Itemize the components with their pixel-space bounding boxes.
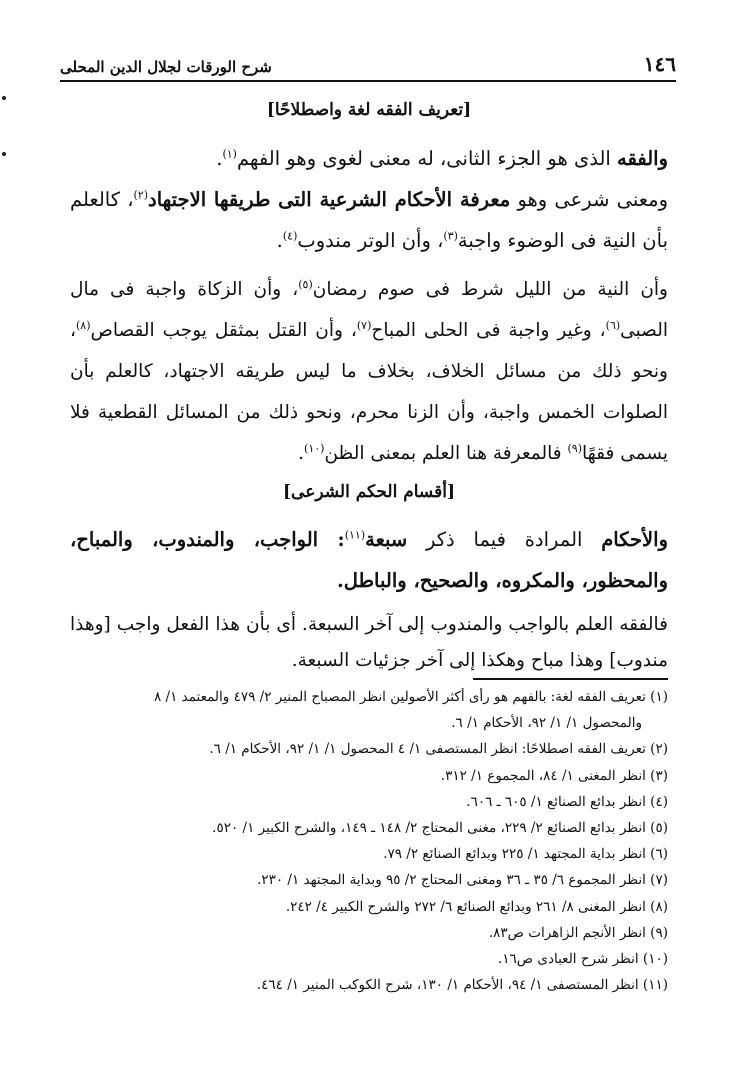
paragraph-examples: وأن النية من الليل شرط فى صوم رمضان$^{(٥)}$، وأن الزكاة واجبة فى مال الصبى$^{(٦)}$، وغير واجبة فى الحلى المباح$^{(٧)}$، وأن القتل بمثقل يوجب القصاص$^{(٨)}$، ونحو ذلك من مسائل الخلاف، بخلاف ما ليس طريقه الاجتهاد، كالعلم بأن الصلوات الخمس واجبة، وأن الزنا محرم، ونحو ذلك من المسائل القطعية فلا يسمى فقهًا$^{(٩)}$ فالمعرفة هنا العلم بمعنى الظن$^{(١٠)}$. — [70, 277, 668, 464]
running-title: شرح الورقات لجلال الدين المحلى — [60, 58, 272, 76]
footnote-ref: (٨) — [75, 318, 91, 332]
scan-mark — [2, 96, 6, 100]
footnote-5: (٥) انظر بدائع الصنائع ٢/ ٢٢٩، مغنى المحتاج ٢/ ١٤٨ ـ ١٤٩، والشرح الكبير ١/ ٥٢٠. — [212, 820, 668, 837]
paragraph-fiqh-technical: ومعنى شرعى وهو معرفة الأحكام الشرعية التى طريقها الاجتهاد$^{(٢)}$، كالعلم بأن النية فى الوضوء واجبة$^{(٣)}$، وأن الوتر مندوب$^{(٤)}$. — [70, 187, 669, 252]
page-header — [60, 42, 676, 82]
footnote-ref: (٩) — [567, 441, 582, 455]
page-number: ١٤٦ — [643, 52, 676, 76]
footnote-4: (٤) انظر بدائع الصنائع ١/ ٦٠٥ ـ ٦٠٦. — [466, 793, 668, 810]
footnote-8: (٨) انظر المغنى ٨/ ٢٦١ وبدائع الصنائع ٦/ ٢٧٢ والشرح الكبير ٤/ ٢٤٢. — [285, 898, 668, 915]
footnote-1-continued: والمحصول ١/ ١/ ٩٢، الأحكام ١/ ٦. — [451, 715, 642, 732]
footnote-ref: (٥) — [298, 277, 313, 291]
scan-mark — [2, 152, 6, 156]
footnote-10: (١٠) انظر شرح العبادى ص١٦. — [497, 951, 668, 968]
footnote-ref: (٧) — [356, 318, 372, 332]
bold-rulings-list: : الواجب، والمندوب، والمباح، والمحظور، والمكروه، والصحيح، والباطل. — [70, 528, 668, 592]
bold-term: والفقه — [617, 146, 668, 170]
footnote-1: (١) تعريف الفقه لغة: بالفهم هو رأى أكثر الأصولين انظر المصباح المنير ٢/ ٤٧٩ والمعتمد ١/ ٨ — [153, 689, 668, 705]
bold-term: والأحكام — [601, 528, 669, 551]
footnote-ref: (١) — [222, 147, 237, 160]
footnote-2: (٢) تعريف الفقه اصطلاحًا: انظر المستصفى ١/ ٤ المحصول ١/ ١/ ٩٢، الأحكام ١/ ٦. — [209, 741, 668, 758]
footnote-ref: (٢) — [133, 188, 149, 201]
footnote-ref: (٦) — [605, 318, 621, 332]
section-heading-definition: [تعريف الفقه لغة واصطلاحًا] — [266, 100, 472, 120]
footnote-ref: (١٠) — [304, 441, 325, 455]
bold-definition: معرفة الأحكام الشرعية التى طريقها الاجتهاد — [148, 187, 511, 211]
paragraph-rulings: والأحكام المرادة فيما ذكر سبعة$^{(١١)}$: الواجب، والمندوب، والمباح، والمحظور، والمكروه، والصحيح، والباطل. — [70, 528, 669, 592]
footnote-3: (٣) انظر المغنى ١/ ٨٤، المجموع ١/ ٣١٢. — [440, 767, 668, 784]
footnote-6: (٦) انظر بداية المجتهد ١/ ٢٢٥ وبدائع الصنائع ٢/ ٧٩. — [383, 846, 668, 863]
footnote-7: (٧) انظر المجموع ٦/ ٣٥ ـ ٣٦ ومغنى المحتاج ٢/ ٩٥ وبداية المجتهد ١/ ٢٣٠. — [257, 872, 668, 889]
footnote-9: (٩) انظر الأنجم الزاهرات ص٨٣. — [488, 924, 668, 941]
footnote-11: (١١) انظر المستصفى ١/ ٩٤، الأحكام ١/ ١٣٠، شرح الكوكب المنير ١/ ٤٦٤. — [256, 977, 668, 994]
main-text — [70, 98, 668, 679]
section-heading-divisions: [أقسام الحكم الشرعى] — [283, 481, 455, 502]
footnote-ref: (١١) — [344, 528, 366, 542]
footnote-ref: (٣) — [443, 229, 458, 242]
footnotes — [66, 684, 668, 998]
footnote-ref: (٤) — [282, 229, 298, 242]
paragraph-explanation: فالفقه العلم بالواجب والمندوب إلى آخر السبعة. أى بأن هذا الفعل واجب [وهذا مندوب] وهذا مباح وهكذا إلى آخر جزئيات السبعة. — [70, 614, 668, 671]
paragraph-fiqh-linguistic: والفقه الذى هو الجزء الثانى، له معنى لغوى وهو الفهم$^{(١)}$. — [216, 146, 668, 170]
footnote-divider — [473, 678, 668, 680]
